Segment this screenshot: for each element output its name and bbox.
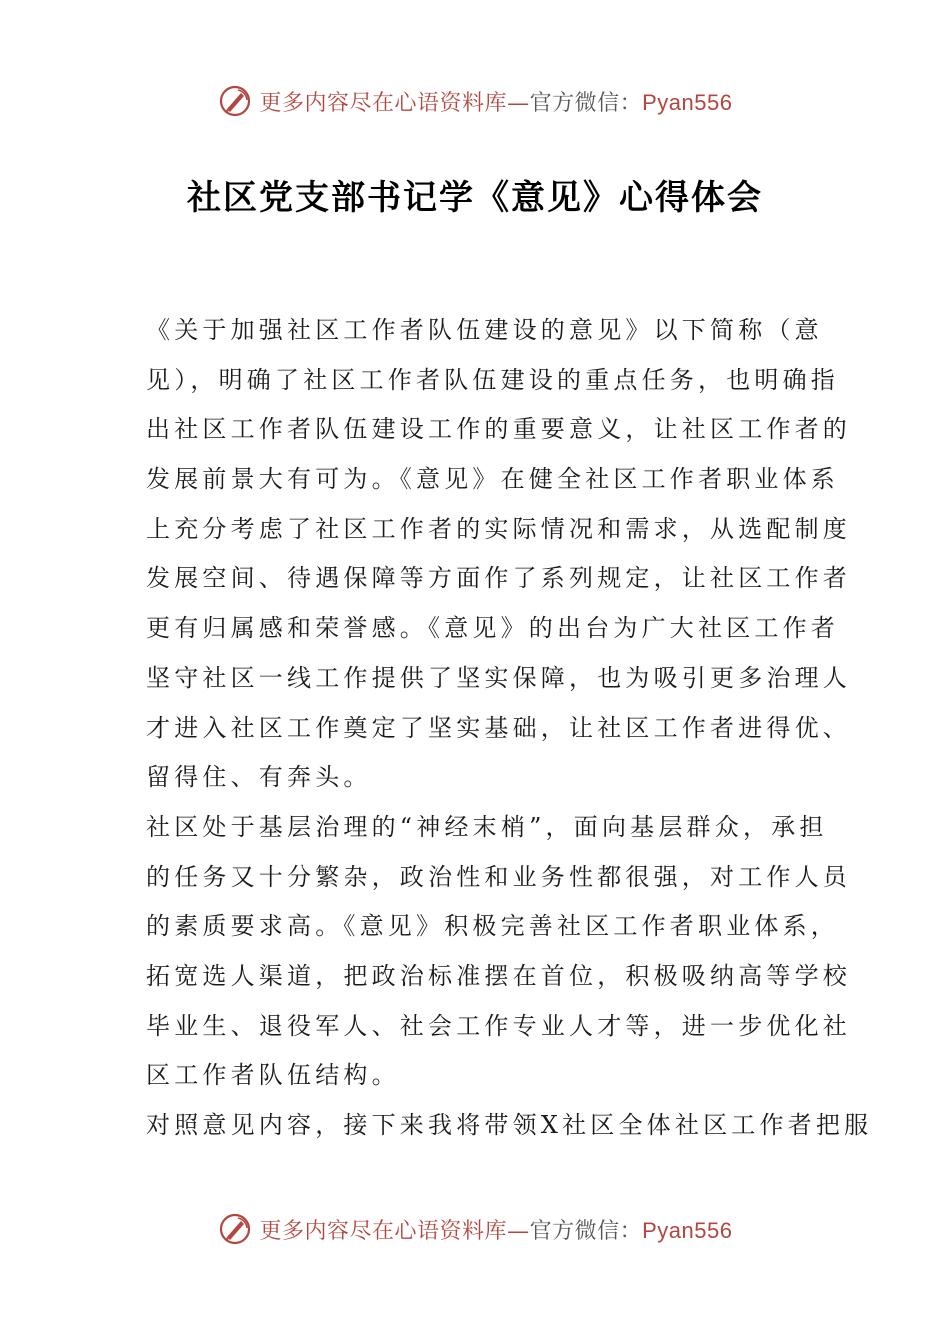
body-line: 才进入社区工作奠定了坚实基础，让社区工作者进得优、 bbox=[146, 713, 851, 742]
banner-main-text: 更多内容尽在心语资料库 bbox=[259, 90, 508, 116]
banner-text bbox=[260, 1214, 733, 1245]
body-line: 更有归属感和荣誉感。《意见》的出台为广大社区工作者 bbox=[146, 614, 839, 643]
body-line: 坚守社区一线工作提供了坚实保障，也为吸引更多治理人 bbox=[146, 663, 851, 692]
banner-wechat-id: Pyan556 bbox=[642, 1217, 733, 1243]
banner-separator: — bbox=[507, 90, 530, 116]
body-line: 留得住、有奔头。 bbox=[146, 763, 372, 792]
body-line: 区工作者队伍结构。 bbox=[146, 1061, 400, 1090]
body-line: 《关于加强社区工作者队伍建设的意见》以下简称（意 bbox=[146, 316, 823, 344]
body-line: 拓宽选人渠道，把政治标准摆在首位，积极吸纳高等学校 bbox=[146, 961, 851, 990]
banner-separator: — bbox=[507, 1218, 530, 1244]
pen-logo-icon bbox=[218, 1212, 252, 1246]
body-line: 的素质要求高。《意见》积极完善社区工作者职业体系， bbox=[146, 912, 839, 941]
footer-banner bbox=[0, 1212, 950, 1246]
page-title: 社区党支部书记学《意见》心得体会 bbox=[187, 178, 763, 218]
document-body bbox=[146, 306, 873, 1151]
body-line: 的任务又十分繁杂，政治性和业务性都很强，对工作人员 bbox=[146, 862, 851, 891]
body-line: 上充分考虑了社区工作者的实际情况和需求，从选配制度 bbox=[146, 514, 851, 543]
body-line: 发展前景大有可为。《意见》在健全社区工作者职业体系 bbox=[146, 465, 839, 494]
header-banner bbox=[0, 84, 950, 118]
banner-main-text: 更多内容尽在心语资料库 bbox=[259, 1218, 508, 1244]
banner-wechat-id: Pyan556 bbox=[642, 89, 733, 115]
banner-label: 官方微信： bbox=[529, 1218, 643, 1244]
body-line: 毕业生、退役军人、社会工作专业人才等，进一步优化社 bbox=[146, 1011, 851, 1040]
body-line: 对照意见内容，接下来我将带领X社区全体社区工作者把服 bbox=[146, 1111, 873, 1139]
body-line: 出社区工作者队伍建设工作的重要意义，让社区工作者的 bbox=[146, 415, 851, 444]
body-line: 社区处于基层治理的“神经末梢”，面向基层群众，承担 bbox=[146, 812, 828, 841]
banner-text bbox=[260, 86, 733, 117]
pen-logo-icon bbox=[218, 84, 252, 118]
body-line: 见），明确了社区工作者队伍建设的重点任务，也明确指 bbox=[146, 365, 839, 394]
body-line: 发展空间、待遇保障等方面作了系列规定，让社区工作者 bbox=[146, 564, 851, 593]
banner-label: 官方微信： bbox=[529, 90, 643, 116]
